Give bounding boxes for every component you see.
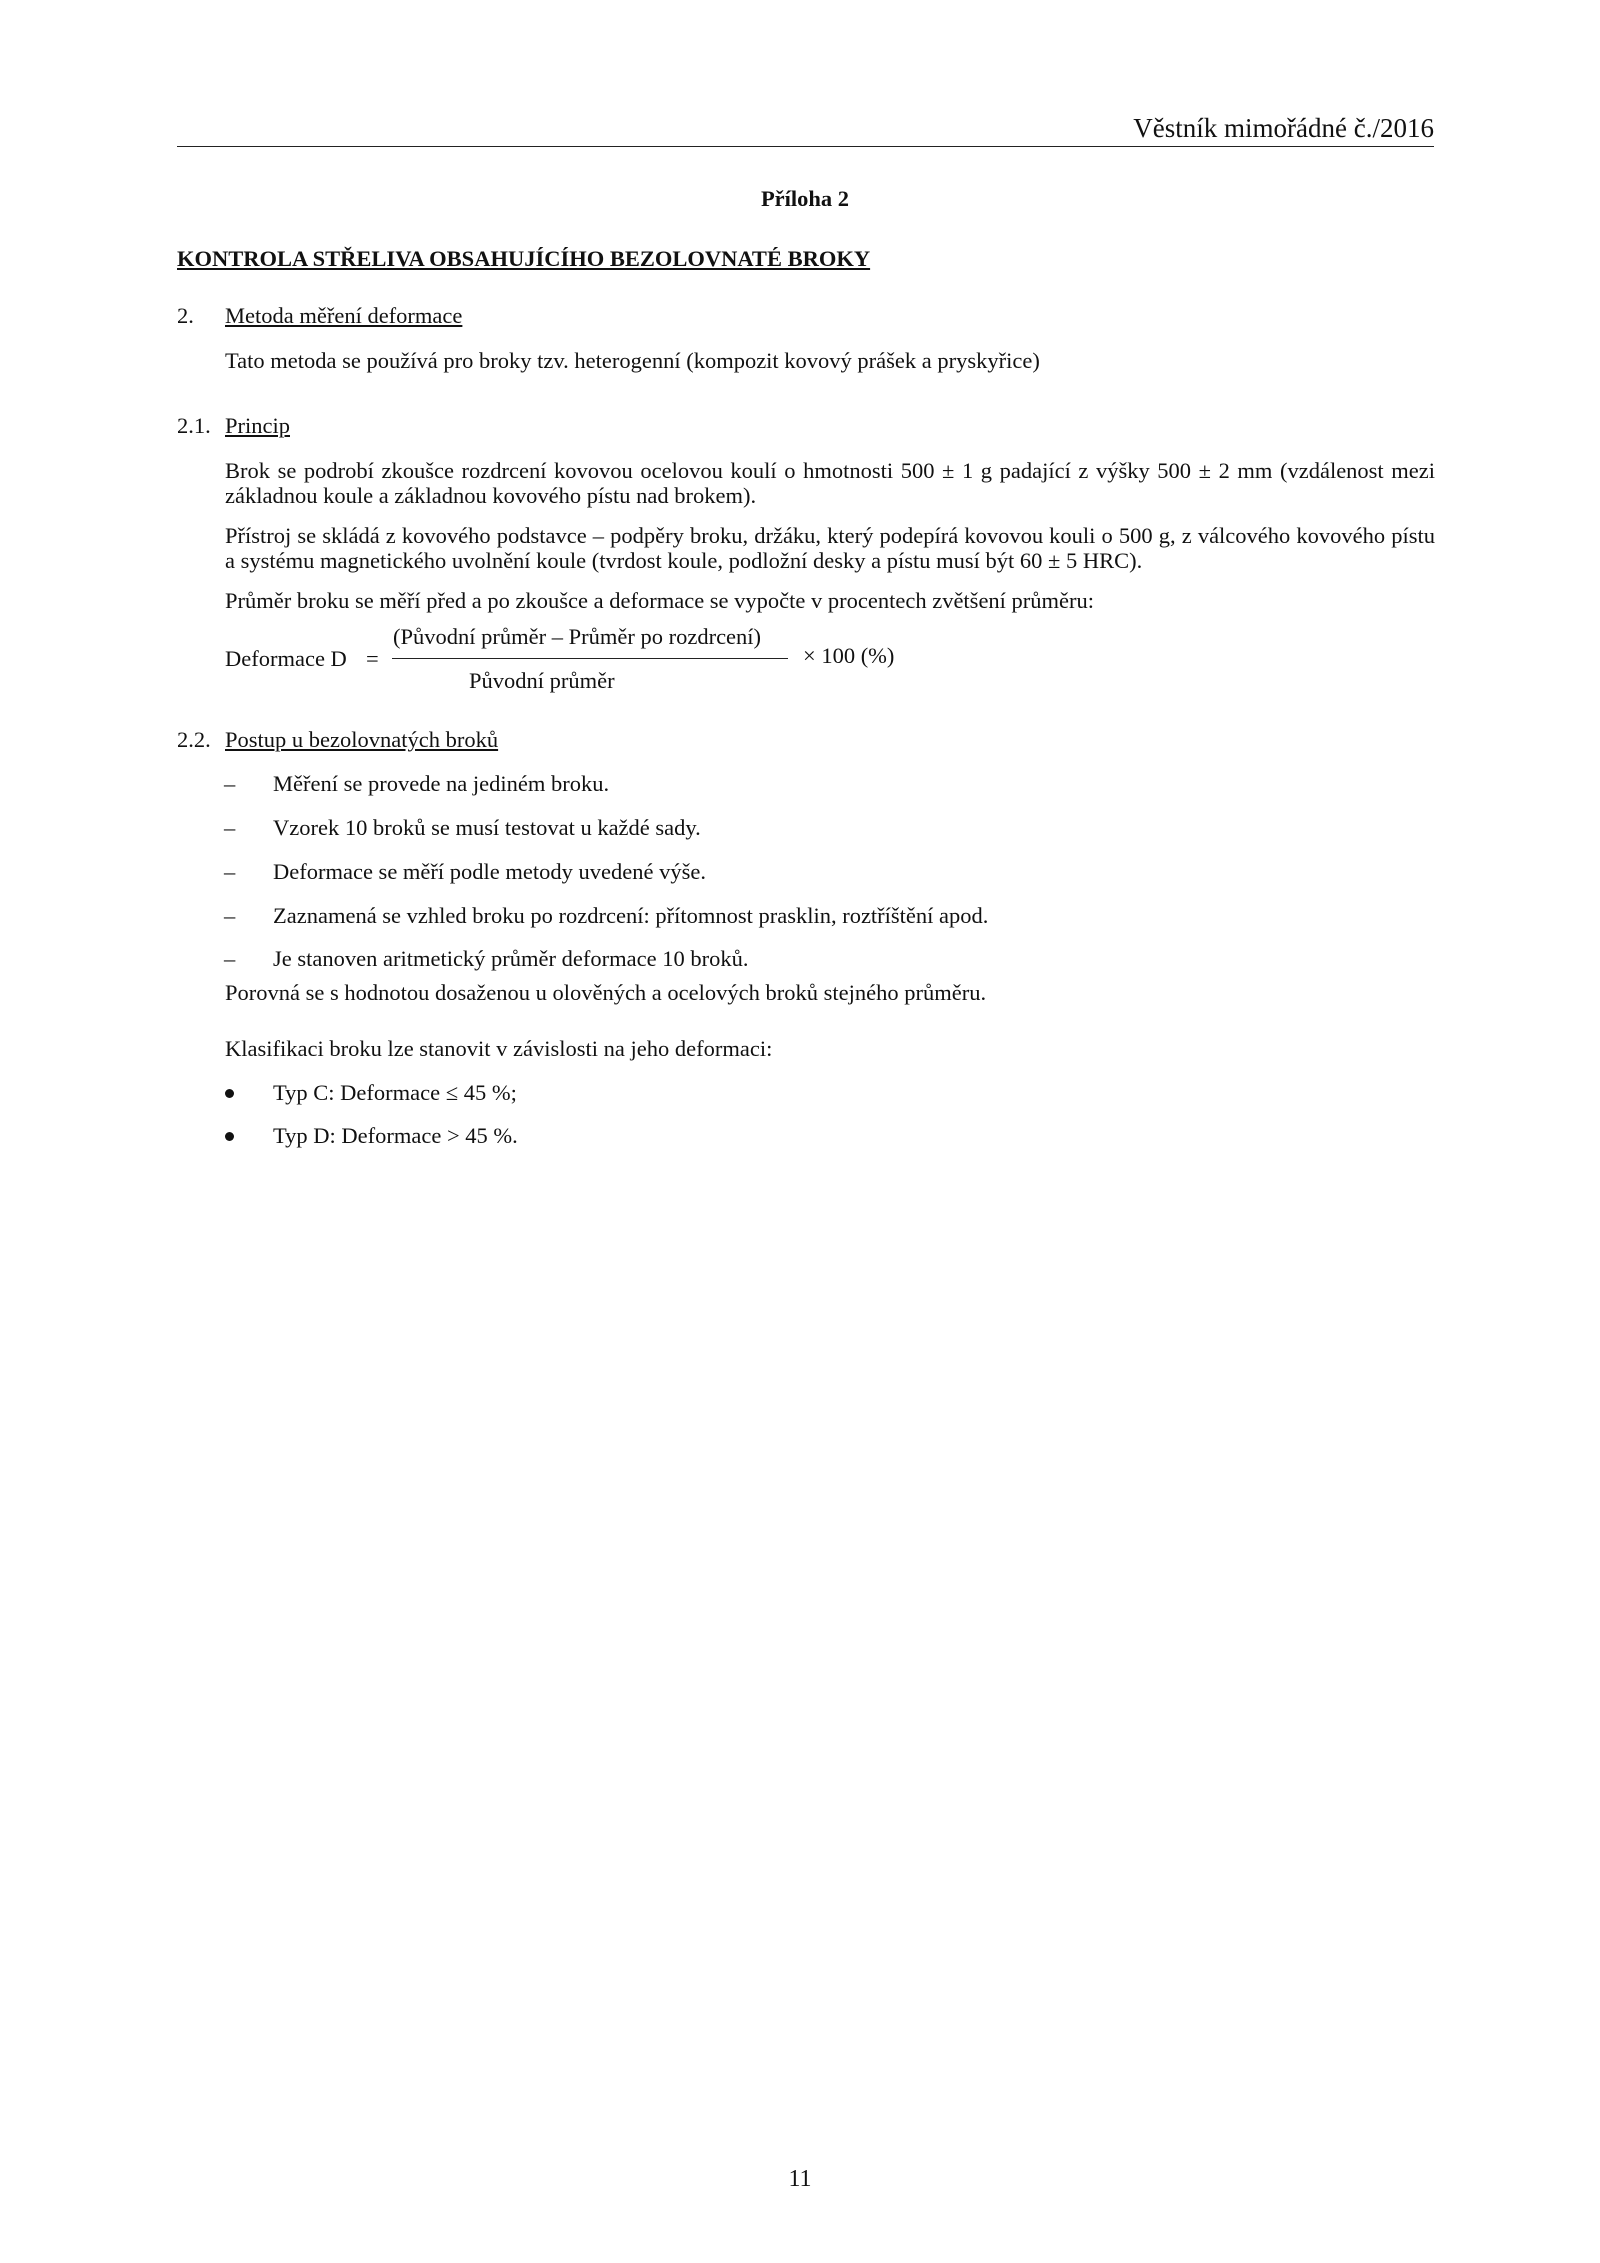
list-item-text: Typ D: Deformace > 45 %. bbox=[273, 1123, 518, 1148]
list-item bbox=[0, 903, 1600, 933]
section-2-title: Metoda měření deformace bbox=[225, 303, 463, 328]
header-title: Věstník mimořádné č./2016 bbox=[1133, 113, 1434, 143]
list-item bbox=[0, 1080, 1600, 1110]
dash-marker: – bbox=[224, 815, 236, 840]
header-divider bbox=[177, 146, 1434, 147]
formula-denominator: Původní průměr bbox=[469, 668, 615, 693]
comparison-text: Porovná se s hodnotou dosaženou u olověných a ocelových broků stejného průměru. bbox=[225, 980, 987, 1005]
bullet-icon bbox=[225, 1089, 234, 1098]
list-item-text: Typ C: Deformace ≤ 45 %; bbox=[273, 1080, 517, 1105]
list-item-text: Měření se provede na jediném broku. bbox=[273, 771, 610, 796]
page-number: 11 bbox=[788, 2166, 812, 2192]
list-item bbox=[0, 859, 1600, 889]
formula-equals: = bbox=[366, 646, 379, 671]
dash-marker: – bbox=[224, 946, 236, 971]
classification-intro: Klasifikaci broku lze stanovit v závislosti na jeho deformaci: bbox=[225, 1036, 773, 1061]
annex-label: Příloha 2 bbox=[760, 186, 850, 211]
document-title: KONTROLA STŘELIVA OBSAHUJÍCÍHO BEZOLOVNATÉ BROKY bbox=[177, 246, 871, 271]
section-2-1-title: Princip bbox=[225, 413, 290, 438]
list-item bbox=[0, 815, 1600, 845]
section-2-text: Tato metoda se používá pro broky tzv. heterogenní (kompozit kovový prášek a pryskyřice) bbox=[225, 348, 1040, 373]
dash-marker: – bbox=[224, 903, 236, 928]
formula-numerator: (Původní průměr – Průměr po rozdrcení) bbox=[393, 624, 762, 649]
principle-paragraph-3: Průměr broku se měří před a po zkoušce a deformace se vypočte v procentech zvětšení průměru: bbox=[225, 588, 1095, 613]
list-item-text: Deformace se měří podle metody uvedené výše. bbox=[273, 859, 706, 884]
list-item-text: Je stanoven aritmetický průměr deformace 10 broků. bbox=[273, 946, 749, 971]
list-item-text: Zaznamená se vzhled broku po rozdrcení: přítomnost prasklin, roztříštění apod. bbox=[273, 903, 989, 928]
fraction-line bbox=[392, 658, 788, 659]
list-item bbox=[0, 1123, 1600, 1153]
formula-multiplier: × 100 (%) bbox=[803, 643, 895, 668]
bullet-icon bbox=[225, 1132, 234, 1141]
principle-paragraph-1: Brok se podrobí zkoušce rozdrcení kovovou ocelovou koulí o hmotnosti 500 ± 1 g padající z výšky 500 ± 2 mm (vzdálenost mezi základnou koule a základnou kovového pístu nad brokem). bbox=[225, 458, 1435, 508]
principle-paragraph-2: Přístroj se skládá z kovového podstavce – podpěry broku, držáku, který podepírá kovovou kouli o 500 g, z válcového kovového pístu a systému magnetického uvolnění koule (tvrdost koule, podložní desky a pístu musí být 60 ± 5 HRC). bbox=[225, 523, 1435, 573]
section-2-2-number: 2.2. bbox=[177, 727, 211, 752]
dash-marker: – bbox=[224, 859, 236, 884]
list-item bbox=[0, 946, 1600, 976]
section-2-2-title: Postup u bezolovnatých broků bbox=[225, 727, 499, 752]
dash-marker: – bbox=[224, 771, 236, 796]
section-2-number: 2. bbox=[177, 303, 194, 328]
section-2-1-number: 2.1. bbox=[177, 413, 211, 438]
list-item-text: Vzorek 10 broků se musí testovat u každé sady. bbox=[273, 815, 701, 840]
list-item bbox=[0, 771, 1600, 801]
formula-label: Deformace D bbox=[225, 646, 347, 671]
